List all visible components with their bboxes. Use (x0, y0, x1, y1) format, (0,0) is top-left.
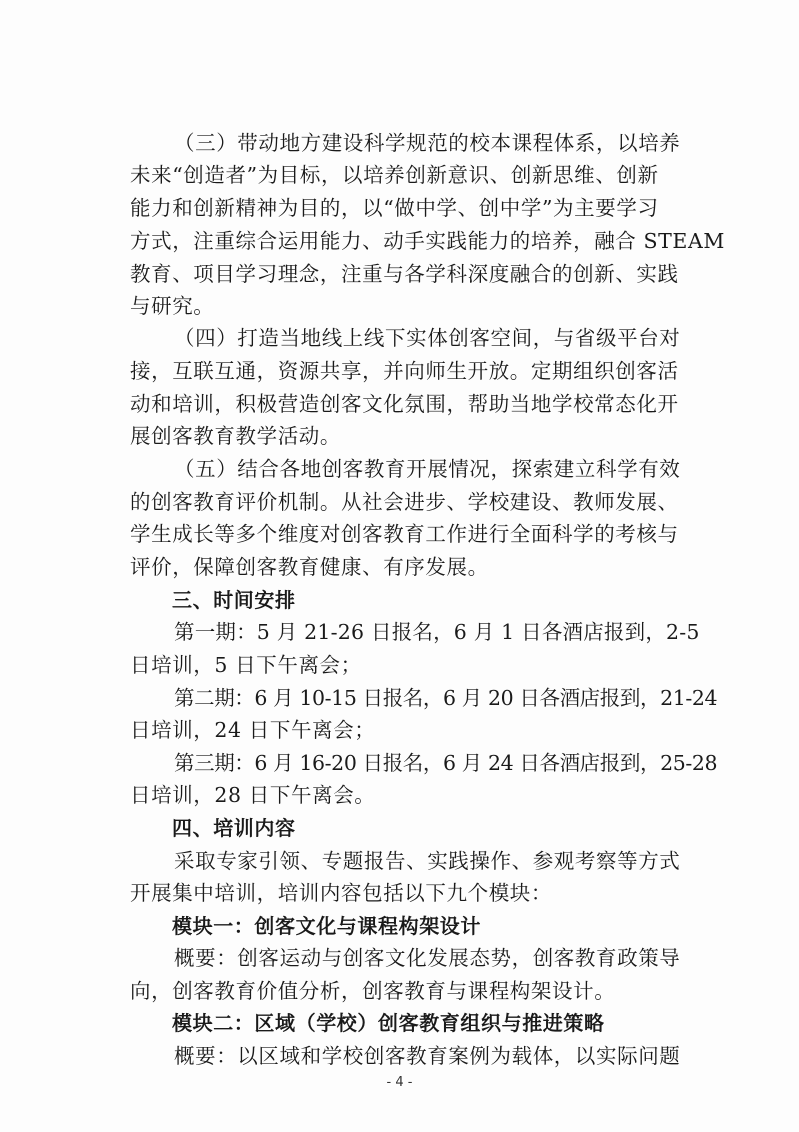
page-number: - 4 - (386, 1075, 413, 1090)
section4-line-3: 动和培训，积极营造创客文化氛围，帮助当地学校常态化开 (130, 392, 679, 416)
section3-line-5: 教育、项目学习理念，注重与各学科深度融合的创新、实践 (130, 262, 679, 286)
section3-line-3: 能力和创新精神为目的，以“做中学、创中学”为主要学习 (130, 196, 659, 220)
training-heading: 四、培训内容 (172, 816, 296, 840)
section3-line-2: 未来“创造者”为目标，以培养创新意识、创新思维、创新 (130, 163, 659, 187)
schedule-line-4: 日培训，24 日下午离会； (130, 718, 376, 742)
schedule-line-1: 第一期：5 月 21-26 日报名，6 月 1 日各酒店报到，2-5 (174, 620, 700, 644)
module2-desc-line-1: 概要：以区域和学校创客教育案例为载体，以实际问题 (174, 1044, 681, 1068)
module1-title: 模块一：创客文化与课程构架设计 (172, 914, 481, 938)
training-intro-line-2: 开展集中培训，培训内容包括以下九个模块： (130, 881, 552, 905)
schedule-line-3: 第二期：6 月 10-15 日报名，6 月 20 日各酒店报到，21-24 (174, 686, 718, 710)
section3-line-4: 方式，注重综合运用能力、动手实践能力的培养，融合 STEAM (130, 229, 725, 253)
section3-line-6: 与研究。 (130, 294, 215, 318)
module1-desc-line-2: 向，创客教育价值分析，创客教育与课程构架设计。 (130, 979, 616, 1003)
section4-line-1: （四）打造当地线上线下实体创客空间，与省级平台对 (174, 326, 681, 350)
schedule-heading: 三、时间安排 (172, 588, 296, 612)
schedule-line-2: 日培训，5 日下午离会； (130, 653, 362, 677)
schedule-line-6: 日培训，28 日下午离会。 (130, 783, 376, 807)
section5-line-1: （五）结合各地创客教育开展情况，探索建立科学有效 (174, 457, 681, 481)
section4-line-2: 接，互联互通，资源共享，并向师生开放。定期组织创客活 (130, 359, 679, 383)
module1-desc-line-1: 概要：创客运动与创客文化发展态势，创客教育政策导 (174, 946, 681, 970)
section3-line-1: （三）带动地方建设科学规范的校本课程体系，以培养 (174, 131, 681, 155)
section5-line-3: 学生成长等多个维度对创客教育工作进行全面科学的考核与 (130, 522, 679, 546)
module2-title: 模块二：区域（学校）创客教育组织与推进策略 (172, 1011, 605, 1035)
training-intro-line-1: 采取专家引领、专题报告、实践操作、参观考察等方式 (174, 849, 681, 873)
section5-line-2: 的创客教育评价机制。从社会进步、学校建设、教师发展、 (130, 490, 679, 514)
section4-line-4: 展创客教育教学活动。 (130, 424, 341, 448)
schedule-line-5: 第三期：6 月 16-20 日报名，6 月 24 日各酒店报到，25-28 (174, 751, 718, 775)
section5-line-4: 评价，保障创客教育健康、有序发展。 (130, 555, 489, 579)
